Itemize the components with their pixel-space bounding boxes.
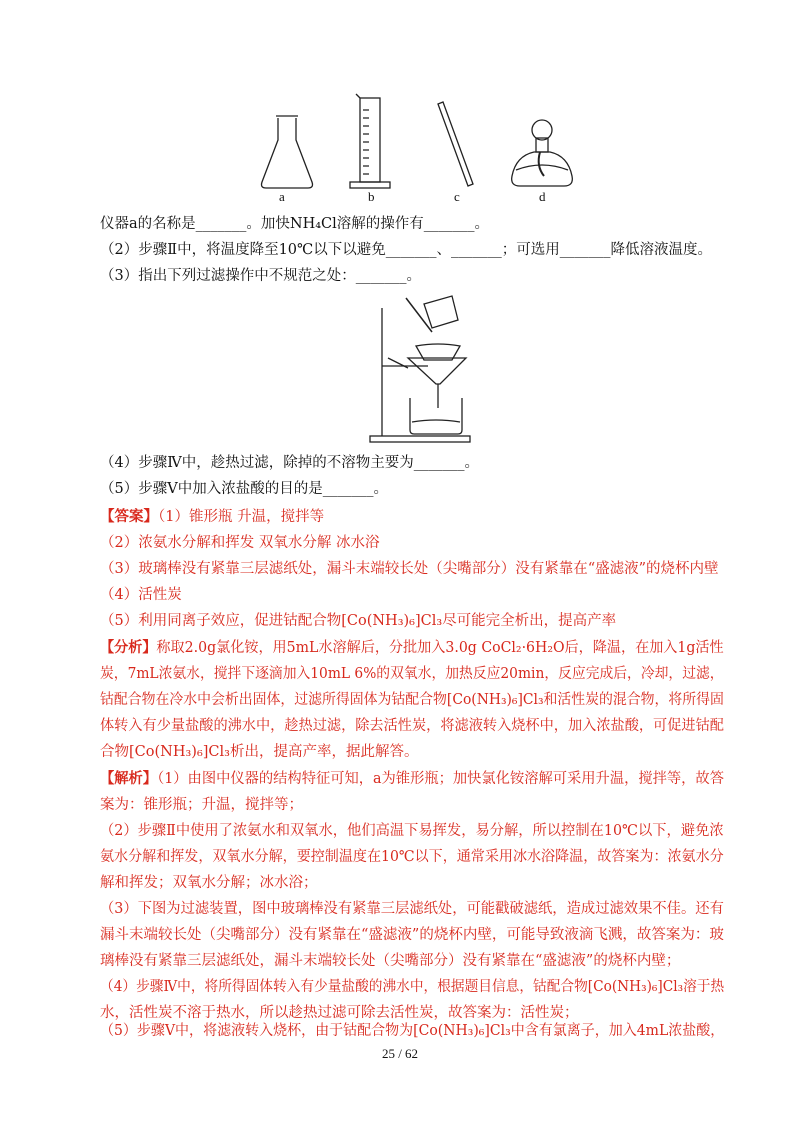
explain-text-1: （1）由图中仪器的结构特征可知，a为锥形瓶；加快氯化铵溶解可采用升温，搅拌等，故答 [157,771,724,787]
alcohol-lamp-icon [512,120,573,186]
explain-line-9: （4）步骤Ⅳ中，将所得固体转入有少量盐酸的沸水中，根据题目信息，钴配合物[Co(NH₃)₆]Cl₃溶于热 [100,979,725,995]
glass-rod-icon [438,102,473,186]
explain-line-4: 氨水分解和挥发，双氧水分解，要控制温度在10℃以下，通常采用冰水浴降温，故答案为：浓氨水分 [100,849,724,865]
analysis-tag: 【分析】 [100,639,157,656]
answer-text-1: （1）锥形瓶 升温，搅拌等 [158,509,325,525]
answer-line-2: （2）浓氨水分解和挥发 双氧水分解 冰水浴 [100,535,380,551]
explain-line-8: 璃棒没有紧靠三层滤纸处，漏斗末端较长处（尖嘴部分）没有紧靠在“盛滤液”的烧杯内壁； [100,953,681,969]
answer-line-5: （5）利用同离子效应，促进钴配合物[Co(NH₃)₆]Cl₃尽可能完全析出，提高产率 [100,613,617,629]
analysis-line-2: 炭，7mL浓氨水，搅拌下逐滴加入10mL 6%的双氧水，加热反应20min，反应完成后，冷却，过滤， [100,666,724,682]
figure-label-a: a [279,189,285,204]
question-1-text: 仪器a的名称是_______。加快NH₄Cl溶解的操作有_______。 [100,216,490,232]
explain-line-5: 解和挥发；双氧水分解；冰水浴； [100,875,318,891]
question-3-text: （3）指出下列过滤操作中不规范之处：_______。 [100,268,421,284]
answer-line-1 [100,507,720,527]
explain-line-1 [100,769,724,789]
page-number: 25 / 62 [381,1046,419,1061]
analysis-line-1 [100,638,724,658]
analysis-text-1: 称取2.0g氯化铵，用5mL水溶解后，分批加入3.0g CoCl₂·6H₂O后，降温，在加入1g活性 [156,640,724,656]
figure-label-b: b [368,189,375,204]
explain-tag: 【解析】 [100,770,158,787]
analysis-line-4: 体转入有少量盐酸的沸水中，趁热过滤，除去活性炭，将滤液转入烧杯中，加入浓盐酸，可促进钴配 [100,718,724,734]
figure-label-c: c [454,189,460,204]
answer-tag: 【答案】 [100,508,158,525]
graduated-cylinder-icon [350,94,390,188]
explain-line-6: （3）下图为过滤装置，图中玻璃棒没有紧靠三层滤纸处，可能戳破滤纸，造成过滤效果不佳。还有 [100,901,724,917]
question-2-text: （2）步骤Ⅱ中，将温度降至10℃以下以避免_______、_______；可选用_______降低溶液温度。 [100,242,712,258]
question-4-text: （4）步骤Ⅳ中，趁热过滤，除掉的不溶物主要为_______。 [100,455,479,471]
question-5-text: （5）步骤Ⅴ中加入浓盐酸的目的是_______。 [100,481,388,497]
explain-line-10: 水，活性炭不溶于热水，所以趁热过滤可除去活性炭，故答案为：活性炭； [100,1005,579,1021]
explain-line-2: 案为：锥形瓶；升温，搅拌等； [100,797,303,813]
analysis-line-3: 钴配合物在冷水中会析出固体，过滤所得固体为钴配合物[Co(NH₃)₆]Cl₃和活性炭的混合物，将所得固 [100,692,724,708]
conical-flask-icon [262,116,313,188]
explain-line-7: 漏斗末端较长处（尖嘴部分）没有紧靠在“盛滤液”的烧杯内壁，可能导致液滴飞溅，故答案为：玻 [100,927,724,943]
analysis-line-5: 合物[Co(NH₃)₆]Cl₃析出，提高产率，据此解答。 [100,744,419,760]
explain-line-11: （5）步骤Ⅴ中，将滤液转入烧杯，由于钴配合物为[Co(NH₃)₆]Cl₃中含有氯离子，加入4mL浓盐酸， [100,1023,725,1039]
answer-line-3: （3）玻璃棒没有紧靠三层滤纸处，漏斗末端较长处（尖嘴部分）没有紧靠在“盛滤液”的烧杯内壁 [100,561,719,577]
answer-line-4: （4）活性炭 [100,587,182,603]
filtration-apparatus-figure [368,288,488,448]
figure-label-d: d [539,189,546,204]
explain-line-3: （2）步骤Ⅱ中使用了浓氨水和双氧水，他们高温下易挥发，易分解，所以控制在10℃以下，避免浓 [100,823,724,839]
